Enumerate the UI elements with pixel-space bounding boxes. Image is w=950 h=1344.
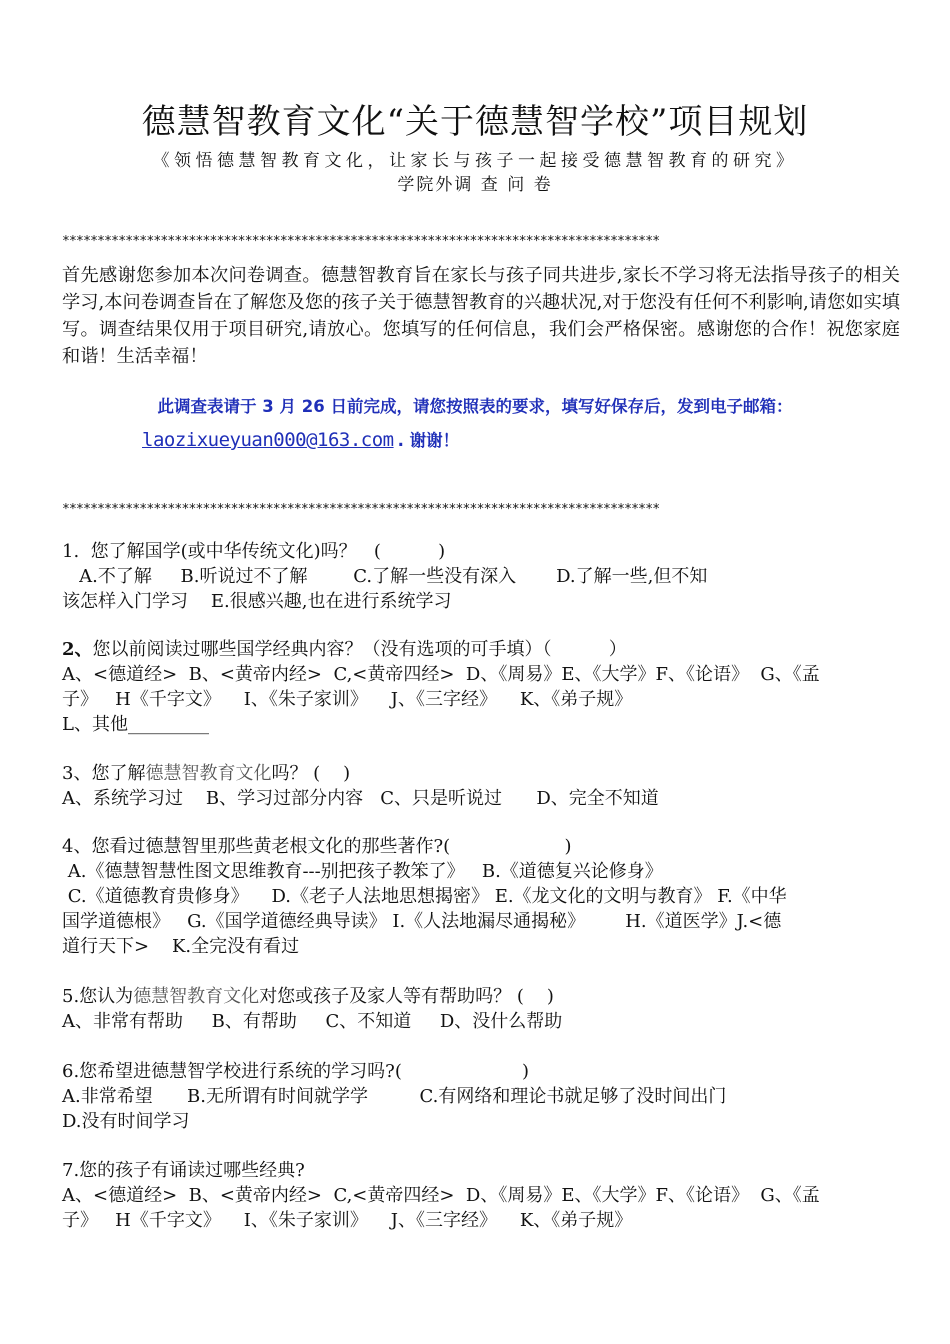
- question-2-options: A、<德道经> B、<黄帝内经> C,<黄帝四经> D、《周易》E、《大学》F、《论语》 G、《孟: [62, 664, 820, 685]
- question-4-text: 4、您看过德慧智里那些黄老根文化的那些著作?( ): [62, 836, 572, 857]
- question-3-text: [62, 761, 902, 786]
- question-2-prompt: 您以前阅读过哪些国学经典内容？（没有选项的可手填）（ ）: [92, 639, 627, 660]
- question-7-options-cont: 子》 H《千字文》 I、《朱子家训》 J、《三字经》 K、《弟子规》: [62, 1210, 633, 1231]
- email-row: [142, 427, 459, 451]
- document-subtitle: 《领悟德慧智教育文化，让家长与孩子一起接受德慧智教育的研究》: [152, 151, 798, 171]
- question-2-other: L、其他_________: [62, 714, 209, 735]
- question-5-text: [62, 984, 902, 1009]
- question-3: [62, 761, 902, 811]
- question-1-text: 1. 您了解国学(或中华传统文化)吗？ ( ): [62, 541, 446, 562]
- question-5-suffix: 对您或孩子及家人等有帮助吗？ ( ): [259, 986, 554, 1007]
- question-2-number: 2、: [62, 639, 93, 660]
- question-6-options-cont: D.没有时间学习: [62, 1111, 190, 1132]
- deadline-notice: 此调查表请于 3 月 26 日前完成，请您按照表的要求，填写好保存后，发到电子邮箱：: [157, 397, 793, 416]
- question-5-prefix: 5.您认为: [62, 986, 134, 1007]
- thanks-text: . 谢谢！: [397, 431, 460, 450]
- question-5-highlight: 德慧智教育文化: [133, 986, 260, 1007]
- question-1-options: A.不了解 B.听说过不了解 C.了解一些没有深入 D.了解一些,但不知: [62, 566, 708, 587]
- question-1: [62, 539, 902, 614]
- question-6-options: A.非常希望 B.无所谓有时间就学学 C.有网络和理论书就足够了没时间出门: [62, 1086, 727, 1107]
- question-4-options-2: C.《道德教育贵修身》 D.《老子人法地思想揭密》 E.《龙文化的文明与教育》 F.《中华: [62, 886, 787, 907]
- question-5: [62, 984, 902, 1034]
- question-7: [62, 1158, 902, 1233]
- question-2-options-cont: 子》 H《千字文》 I、《朱子家训》 J、《三字经》 K、《弟子规》: [62, 689, 633, 710]
- question-3-options: A、系统学习过 B、学习过部分内容 C、只是听说过 D、完全不知道: [62, 788, 659, 809]
- intro-paragraph: 首先感谢您参加本次问卷调查。德慧智教育旨在家长与孩子同共进步,家长不学习将无法指导孩子的相关学习,本问卷调查旨在了解您及您的孩子关于德慧智教育的兴趣状况,对于您没有任何不利影响,请您如实填写。调查结果仅用于项目研究,请放心。您填写的任何信息，我们会严格保密。感谢您的合作！祝您家庭和谐！生活幸福！: [62, 265, 900, 367]
- email-link[interactable]: laozixueyuan000@163.com: [142, 429, 394, 451]
- question-4-options-4: 道行天下> K.全完没有看过: [62, 936, 300, 957]
- document-title: 德慧智教育文化“关于德慧智学校”项目规划: [141, 102, 809, 142]
- question-4-options-3: 国学道德根》 G.《国学道德经典导读》 I.《人法地漏尽通揭秘》 H.《道医学》J.<德: [62, 911, 782, 932]
- question-4-options: A.《德慧智慧性图文思维教育---别把孩子教笨了》 B.《道德复兴论修身》: [62, 861, 663, 882]
- question-7-text: 7.您的孩子有诵读过哪些经典?: [62, 1160, 305, 1181]
- question-2: [62, 637, 902, 737]
- document-subtitle-survey: 学院外调 查 问 卷: [397, 175, 553, 195]
- divider-stars-top: *************************************************************************************: [62, 234, 660, 249]
- question-7-options: A、<德道经> B、<黄帝内经> C,<黄帝四经> D、《周易》E、《大学》F、《论语》 G、《孟: [62, 1185, 820, 1206]
- divider-stars-bottom: *************************************************************************************: [62, 502, 660, 517]
- question-6: [62, 1059, 902, 1134]
- question-1-options-cont: 该怎样入门学习 E.很感兴趣,也在进行系统学习: [62, 591, 452, 612]
- question-3-prefix: 3、您了解: [62, 763, 146, 784]
- question-6-text: 6.您希望进德慧智学校进行系统的学习吗?( ): [62, 1061, 530, 1082]
- question-4: [62, 834, 902, 959]
- question-3-suffix: 吗？ ( ): [271, 763, 351, 784]
- question-3-highlight: 德慧智教育文化: [145, 763, 272, 784]
- question-5-options: A、非常有帮助 B、有帮助 C、不知道 D、没什么帮助: [62, 1011, 563, 1032]
- question-2-text: [62, 637, 902, 662]
